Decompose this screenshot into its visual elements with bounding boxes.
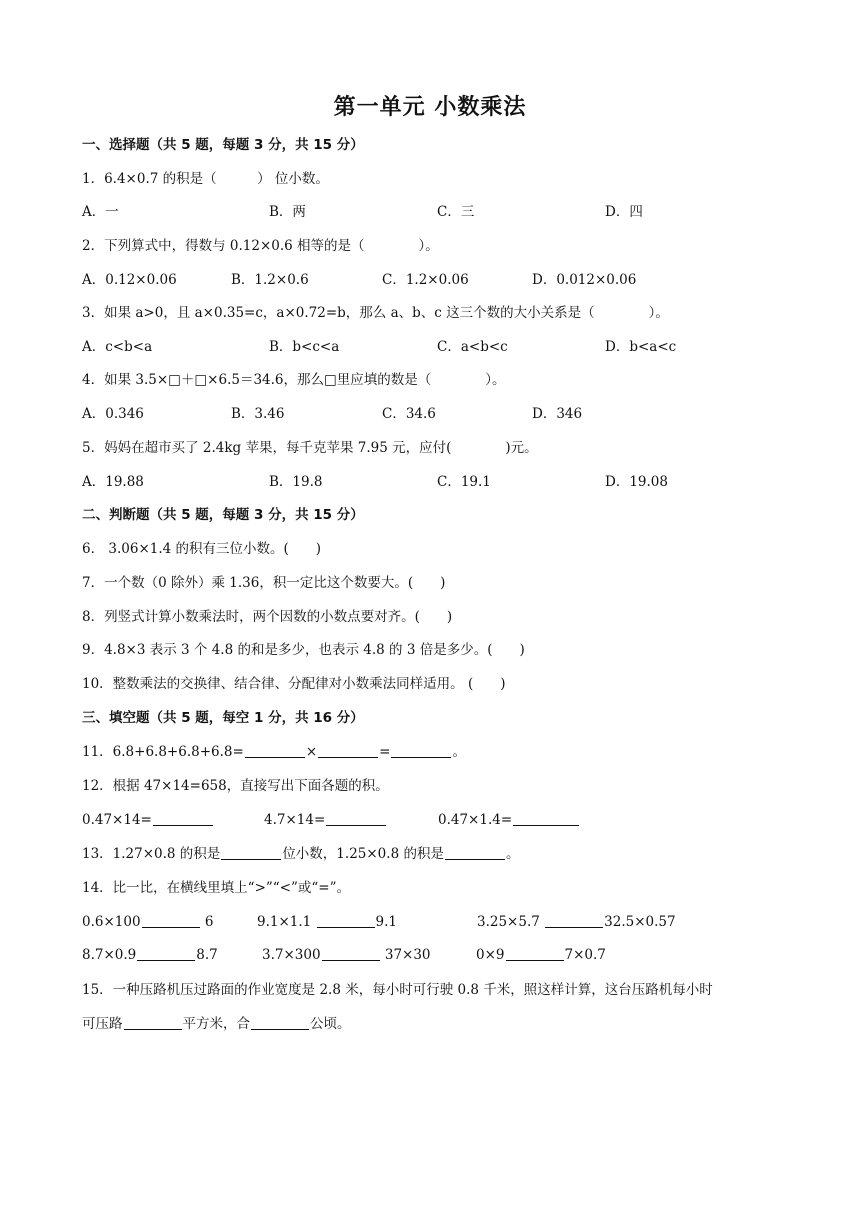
- option-a: A．一: [82, 204, 119, 220]
- q15-text-a: 可压路: [82, 1016, 123, 1032]
- question-4: 4．如果 3.5×□＋□×6.5＝34.6，那么□里应填的数是（ ）。: [82, 372, 506, 388]
- question-9: 9．4.8×3 表示 3 个 4.8 的和是多少，也表示 4.8 的 3 倍是多少。( ): [82, 642, 525, 658]
- q11-end: 。: [452, 744, 466, 760]
- question-11: [82, 742, 800, 762]
- q13-text-c: 。: [505, 846, 520, 862]
- q14-compare: [476, 945, 606, 965]
- option-c: C．19.1: [437, 474, 491, 490]
- q15-text-c: 公顷。: [310, 1016, 351, 1032]
- q12b-text: 4.7×14=: [264, 812, 326, 828]
- answer-blank[interactable]: [245, 743, 305, 758]
- q15-text-b: 平方米，合: [182, 1016, 250, 1032]
- section-heading-judge: 二、判断题（共 5 题，每题 3 分，共 15 分）: [82, 507, 364, 523]
- q12-item-b: [264, 810, 387, 830]
- answer-blank[interactable]: [545, 913, 603, 928]
- answer-blank[interactable]: [513, 811, 579, 826]
- q11-equals: =: [379, 744, 391, 760]
- question-12: 12．根据 47×14=658，直接写出下面各题的积。: [82, 778, 389, 794]
- q13-text-b: 位小数，1.25×0.8 的积是: [282, 846, 444, 862]
- q14-left: 8.7×0.9: [82, 947, 137, 963]
- q14-right: 37×30: [380, 947, 431, 963]
- answer-blank[interactable]: [153, 811, 213, 826]
- question-5: 5．妈妈在超市买了 2.4kg 苹果，每千克苹果 7.95 元，应付( )元。: [82, 440, 538, 456]
- option-b: B．1.2×0.6: [231, 272, 309, 288]
- question-8: 8．列竖式计算小数乘法时，两个因数的小数点要对齐。( ): [82, 609, 453, 625]
- question-15: 15．一种压路机压过路面的作业宽度是 2.8 米，每小时可行驶 0.8 千米，照这样计算，这台压路机每小时: [82, 982, 713, 998]
- q11-times: ×: [305, 744, 318, 760]
- option-b: B．两: [269, 204, 306, 220]
- option-a: A．19.88: [82, 474, 144, 490]
- q11-text: 11．6.8+6.8+6.8+6.8=: [82, 744, 244, 760]
- question-1: 1．6.4×0.7 的积是（ ） 位小数。: [82, 171, 329, 187]
- answer-blank[interactable]: [322, 946, 380, 961]
- answer-blank[interactable]: [445, 845, 505, 860]
- page-title: 第一单元 小数乘法: [333, 94, 527, 120]
- q14-right: 7×0.7: [564, 947, 606, 963]
- option-d: D．19.08: [605, 474, 668, 490]
- question-7: 7．一个数（0 除外）乘 1.36，积一定比这个数要大。( ): [82, 575, 446, 591]
- answer-blank[interactable]: [317, 913, 375, 928]
- answer-blank[interactable]: [326, 811, 386, 826]
- q12a-text: 0.47×14=: [82, 812, 152, 828]
- question-10: 10．整数乘法的交换律、结合律、分配律对小数乘法同样适用。 ( ): [82, 676, 506, 692]
- option-d: D．346: [532, 406, 583, 422]
- q14-compare: [82, 912, 213, 932]
- option-c: C．a<b<c: [437, 339, 508, 355]
- option-b: B．b<c<a: [269, 339, 340, 355]
- option-c: C．1.2×0.06: [382, 272, 469, 288]
- section-heading-choice: 一、选择题（共 5 题，每题 3 分，共 15 分）: [82, 137, 364, 153]
- question-15-continued: [82, 1014, 800, 1034]
- answer-blank[interactable]: [221, 845, 281, 860]
- option-a: A．c<b<a: [82, 339, 153, 355]
- answer-blank[interactable]: [318, 743, 378, 758]
- answer-blank[interactable]: [251, 1015, 309, 1030]
- q14-left: 3.25×5.7: [477, 914, 545, 930]
- q14-compare: [262, 945, 431, 965]
- option-c: C．三: [437, 204, 475, 220]
- answer-blank[interactable]: [391, 743, 451, 758]
- q12c-text: 0.47×1.4=: [438, 812, 513, 828]
- q14-right: 8.7: [196, 947, 218, 963]
- question-3: 3．如果 a>0，且 a×0.35=c，a×0.72=b，那么 a、b、c 这三个数的大小关系是（ ）。: [82, 305, 669, 321]
- option-d: D．0.012×0.06: [532, 272, 637, 288]
- q14-right: 32.5×0.57: [604, 914, 676, 930]
- option-d: D．b<a<c: [605, 339, 677, 355]
- question-13: [82, 844, 800, 864]
- question-2: 2．下列算式中，得数与 0.12×0.6 相等的是（ ）。: [82, 238, 439, 254]
- q12-item-a: [82, 810, 214, 830]
- answer-blank[interactable]: [124, 1015, 182, 1030]
- q14-compare: [477, 912, 676, 932]
- answer-blank[interactable]: [506, 946, 564, 961]
- q14-left: 0×9: [476, 947, 505, 963]
- q14-left: 9.1×1.1: [257, 914, 316, 930]
- q14-right: 9.1: [375, 914, 398, 930]
- q14-left: 0.6×100: [82, 914, 141, 930]
- q14-compare: [82, 945, 218, 965]
- question-6: 6． 3.06×1.4 的积有三位小数。( ): [82, 541, 322, 557]
- option-d: D．四: [605, 204, 643, 220]
- option-b: B．3.46: [231, 406, 285, 422]
- q14-right: 6: [204, 914, 214, 930]
- q12-item-c: [438, 810, 580, 830]
- option-c: C．34.6: [382, 406, 436, 422]
- q14-compare: [257, 912, 397, 932]
- option-a: A．0.346: [82, 406, 144, 422]
- q14-left: 3.7×300: [262, 947, 321, 963]
- answer-blank[interactable]: [142, 913, 200, 928]
- q13-text-a: 13．1.27×0.8 的积是: [82, 846, 221, 862]
- question-14: 14．比一比，在横线里填上“>”“<”或“=”。: [82, 880, 351, 896]
- section-heading-fill: 三、填空题（共 5 题，每空 1 分，共 16 分）: [82, 710, 364, 726]
- option-a: A．0.12×0.06: [82, 272, 177, 288]
- answer-blank[interactable]: [137, 946, 195, 961]
- option-b: B．19.8: [269, 474, 323, 490]
